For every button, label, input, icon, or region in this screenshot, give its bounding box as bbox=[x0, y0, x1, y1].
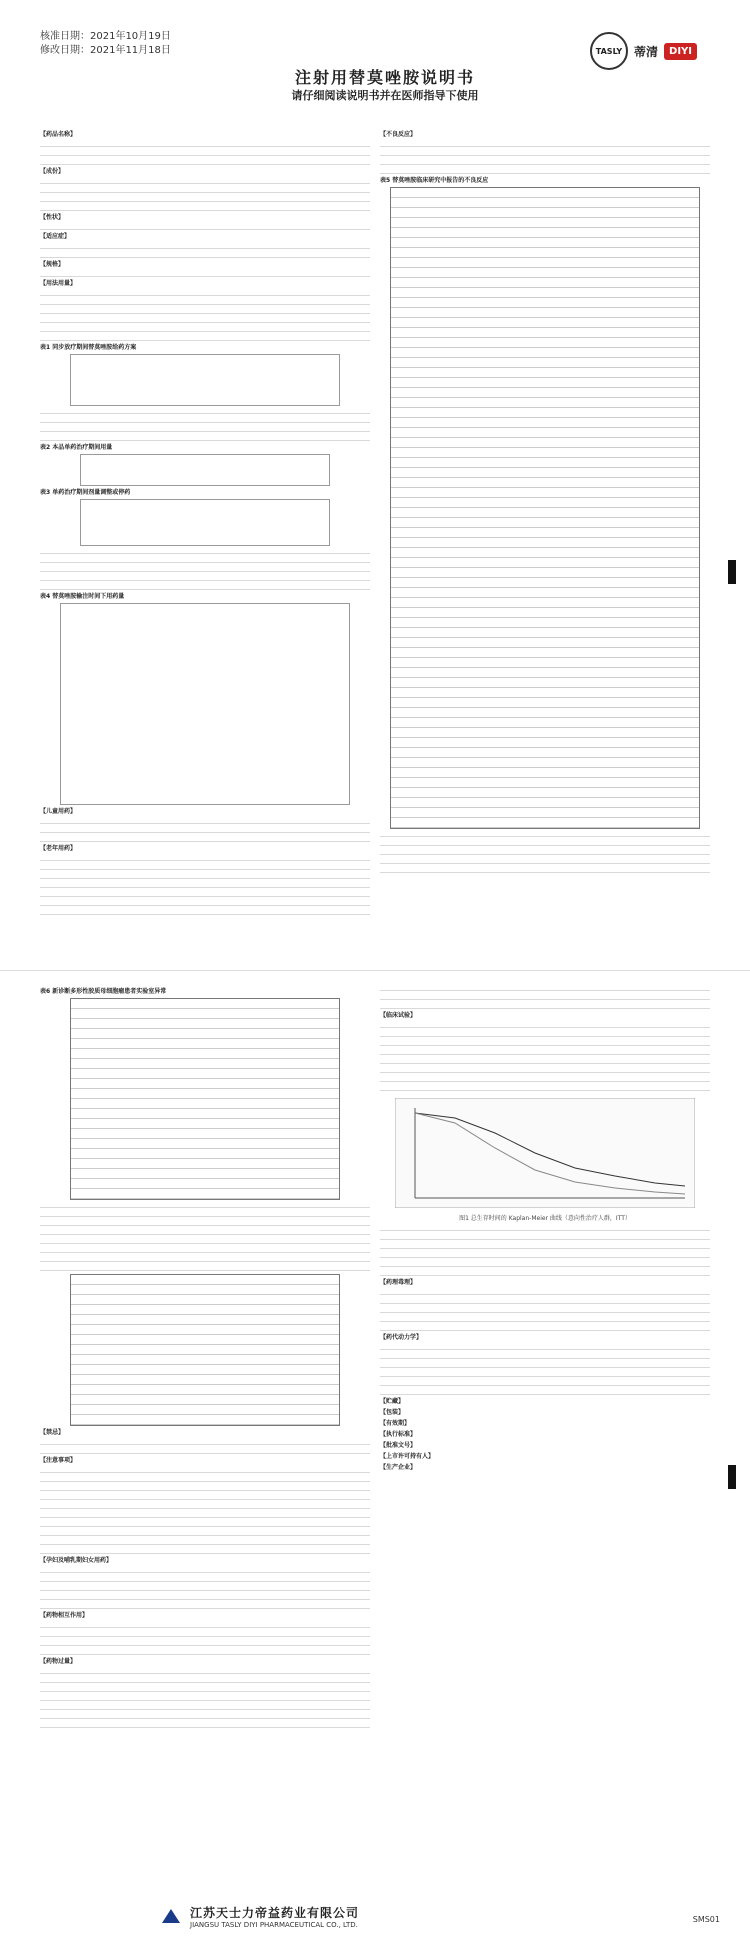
section-manufacturer: 【生产企业】 bbox=[380, 1464, 417, 1471]
section-validity: 【有效期】 bbox=[380, 1420, 411, 1427]
text-lines bbox=[40, 548, 370, 590]
section-ingredients: 【成份】 bbox=[40, 168, 65, 175]
text-lines bbox=[40, 271, 370, 277]
page1-right-column bbox=[380, 128, 710, 938]
section-interactions: 【药物相互作用】 bbox=[40, 1612, 89, 1619]
text-lines bbox=[40, 243, 370, 258]
document-subtitle: 请仔细阅读说明书并在医师指导下使用 bbox=[291, 89, 479, 102]
page-divider bbox=[0, 970, 750, 971]
table2 bbox=[80, 454, 330, 486]
text-lines bbox=[40, 224, 370, 230]
text-lines bbox=[380, 831, 710, 873]
page1-left-column bbox=[40, 128, 370, 938]
table5-title: 表5 替莫唑胺临床研究中报告的不良反应 bbox=[380, 177, 489, 184]
text-lines bbox=[40, 818, 370, 842]
section-elderly: 【老年用药】 bbox=[40, 845, 77, 852]
section-license: 【上市许可持有人】 bbox=[380, 1453, 435, 1460]
text-lines bbox=[380, 1289, 710, 1331]
table3-title: 表3 单药治疗期间剂量调整或停药 bbox=[40, 489, 131, 496]
margin-marker bbox=[728, 1465, 736, 1489]
text-lines bbox=[40, 1567, 370, 1609]
table2-title: 表2 本品单药治疗期间用量 bbox=[40, 444, 113, 451]
company-footer bbox=[160, 1905, 580, 1927]
company-name-cn: 江苏天士力帝益药业有限公司 bbox=[190, 1905, 360, 1920]
company-mark-icon bbox=[160, 1907, 182, 1925]
section-storage: 【贮藏】 bbox=[380, 1398, 405, 1405]
margin-marker bbox=[728, 560, 736, 584]
section-pharmacology: 【药理毒理】 bbox=[380, 1279, 417, 1286]
table1-title: 表1 同步放疗期间替莫唑胺给药方案 bbox=[40, 344, 137, 351]
section-indications: 【适应症】 bbox=[40, 233, 71, 240]
section-package: 【包装】 bbox=[380, 1409, 405, 1416]
text-lines bbox=[40, 408, 370, 441]
section-precautions: 【注意事项】 bbox=[40, 1457, 77, 1464]
table6-title: 表6 新诊断多形性胶质母细胞瘤患者实验室异常 bbox=[40, 988, 167, 995]
text-lines bbox=[40, 1467, 370, 1554]
table4-title: 表4 替莫唑胺输注时间下用药量 bbox=[40, 593, 125, 600]
page2-right-column bbox=[380, 985, 710, 1895]
text-lines bbox=[380, 1022, 710, 1091]
section-pediatric: 【儿童用药】 bbox=[40, 808, 77, 815]
chart-caption: 图1 总生存时间的 Kaplan-Meier 曲线（意向性治疗人群，ITT） bbox=[459, 1215, 631, 1222]
section-adverse: 【不良反应】 bbox=[380, 131, 417, 138]
approval-dates bbox=[40, 30, 171, 58]
table3 bbox=[80, 499, 330, 546]
text-lines bbox=[40, 178, 370, 211]
document-code: SMS01 bbox=[692, 1915, 720, 1924]
text-lines bbox=[380, 141, 710, 174]
section-pregnancy: 【孕妇及哺乳期妇女用药】 bbox=[40, 1557, 113, 1564]
section-characteristics: 【性状】 bbox=[40, 214, 65, 221]
text-lines bbox=[380, 1344, 710, 1395]
text-lines bbox=[40, 1668, 370, 1728]
logo-seal-icon: TASLY bbox=[590, 32, 628, 70]
section-specification: 【规格】 bbox=[40, 261, 65, 268]
table6 bbox=[70, 998, 340, 1200]
text-lines bbox=[40, 1622, 370, 1655]
text-lines bbox=[40, 1202, 370, 1271]
logo-badge: DIYI bbox=[664, 43, 697, 60]
text-lines bbox=[380, 1225, 710, 1276]
section-standard: 【执行标准】 bbox=[380, 1431, 417, 1438]
text-lines bbox=[380, 985, 710, 1009]
document-header bbox=[40, 25, 730, 102]
table1 bbox=[70, 354, 340, 406]
section-contra: 【禁忌】 bbox=[40, 1429, 65, 1436]
table4 bbox=[60, 603, 350, 805]
document-title: 注射用替莫唑胺说明书 bbox=[294, 68, 475, 87]
logo-brand-text: 蒂清 bbox=[634, 44, 659, 59]
section-clinical: 【临床试验】 bbox=[380, 1012, 417, 1019]
table5 bbox=[390, 187, 700, 829]
date-modified: 修改日期：2021年11月18日 bbox=[40, 45, 171, 56]
company-name-en: JIANGSU TASLY DIYI PHARMACEUTICAL CO., LTD. bbox=[190, 1920, 358, 1929]
section-pharmacokinetics: 【药代动力学】 bbox=[380, 1334, 423, 1341]
section-drug-name: 【药品名称】 bbox=[40, 131, 77, 138]
text-lines bbox=[40, 1439, 370, 1454]
text-lines bbox=[40, 855, 370, 915]
section-dosage: 【用法用量】 bbox=[40, 280, 77, 287]
page2-left-column bbox=[40, 985, 370, 1895]
text-lines bbox=[40, 141, 370, 165]
date-approved: 核准日期：2021年10月19日 bbox=[40, 31, 171, 42]
section-overdose: 【药物过量】 bbox=[40, 1658, 77, 1665]
text-lines bbox=[40, 290, 370, 341]
survival-chart bbox=[395, 1098, 695, 1208]
section-approval: 【批准文号】 bbox=[380, 1442, 417, 1449]
table7 bbox=[70, 1274, 340, 1426]
company-logo bbox=[590, 33, 730, 69]
